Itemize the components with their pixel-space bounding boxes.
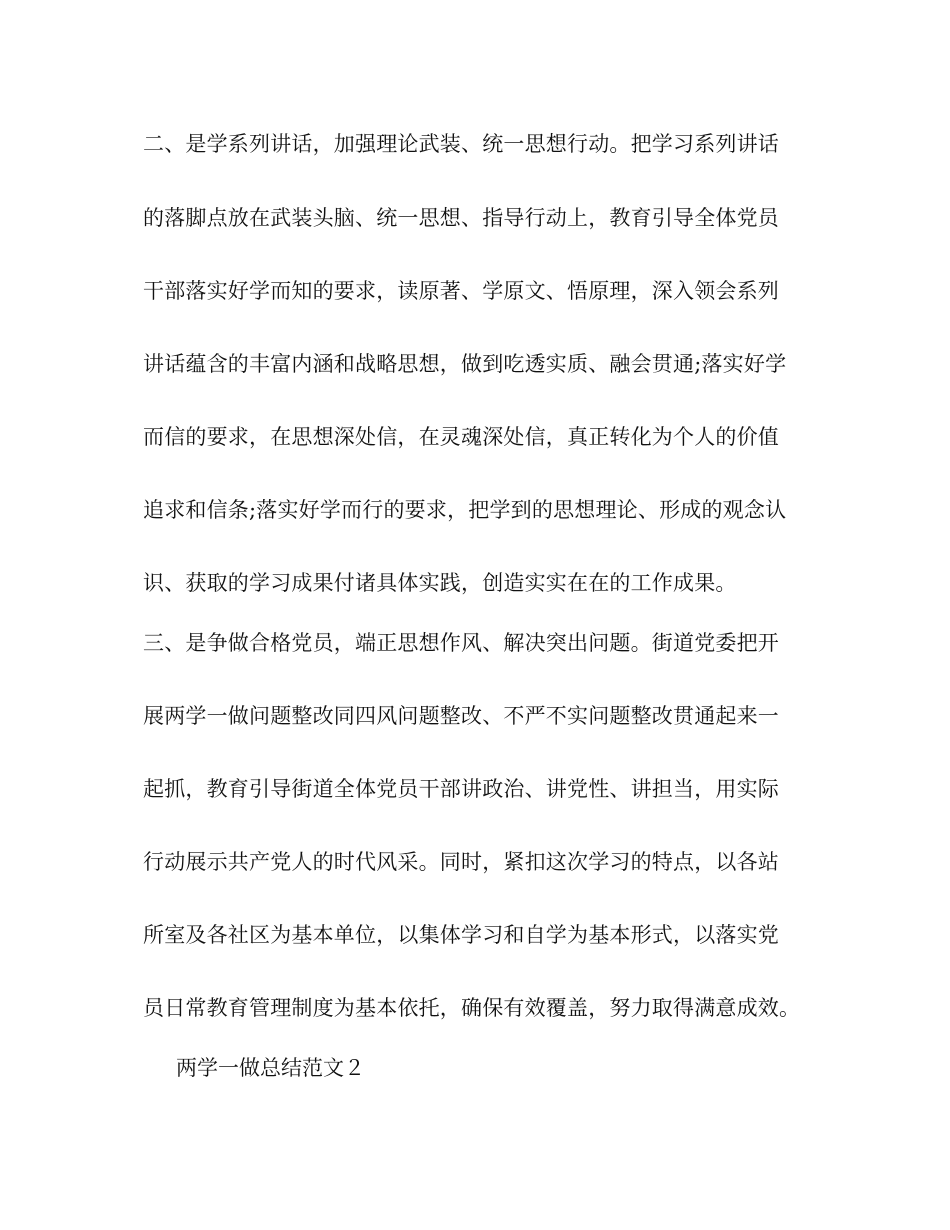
paragraph-line: 员日常教育管理制度为基本依托，确保有效覆盖，努力取得满意成效。 xyxy=(143,996,801,1020)
paragraph-line: 追求和信条;落实好学而行的要求，把学到的思想理论、形成的观念认 xyxy=(143,498,787,522)
paragraph-line: 起抓，教育引导街道全体党员干部讲政治、讲党性、讲担当，用实际 xyxy=(143,777,779,801)
paragraph-line: 干部落实好学而知的要求，读原著、学原文、悟原理，深入领会系列 xyxy=(143,279,779,303)
paragraph-line: 讲话蕴含的丰富内涵和战略思想，做到吃透实质、融会贯通;落实好学 xyxy=(143,352,787,376)
paragraph-line: 三、是争做合格党员，端正思想作风、解决突出问题。街道党委把开 xyxy=(143,631,779,655)
section-heading: 两学一做总结范文２ xyxy=(176,1056,365,1080)
paragraph-line: 展两学一做问题整改同四风问题整改、不严不实问题整改贯通起来一 xyxy=(143,704,779,728)
paragraph-line: 识、获取的学习成果付诸具体实践，创造实实在在的工作成果。 xyxy=(143,571,737,595)
paragraph-line: 的落脚点放在武装头脑、统一思想、指导行动上，教育引导全体党员 xyxy=(143,206,779,230)
paragraph-line: 所室及各社区为基本单位，以集体学习和自学为基本形式，以落实党 xyxy=(143,923,779,947)
paragraph-line: 二、是学系列讲话，加强理论武装、统一思想行动。把学习系列讲话 xyxy=(143,132,779,156)
paragraph-line: 而信的要求，在思想深处信，在灵魂深处信，真正转化为个人的价值 xyxy=(143,425,779,449)
paragraph-line: 行动展示共产党人的时代风采。同时，紧扣这次学习的特点，以各站 xyxy=(143,850,779,874)
